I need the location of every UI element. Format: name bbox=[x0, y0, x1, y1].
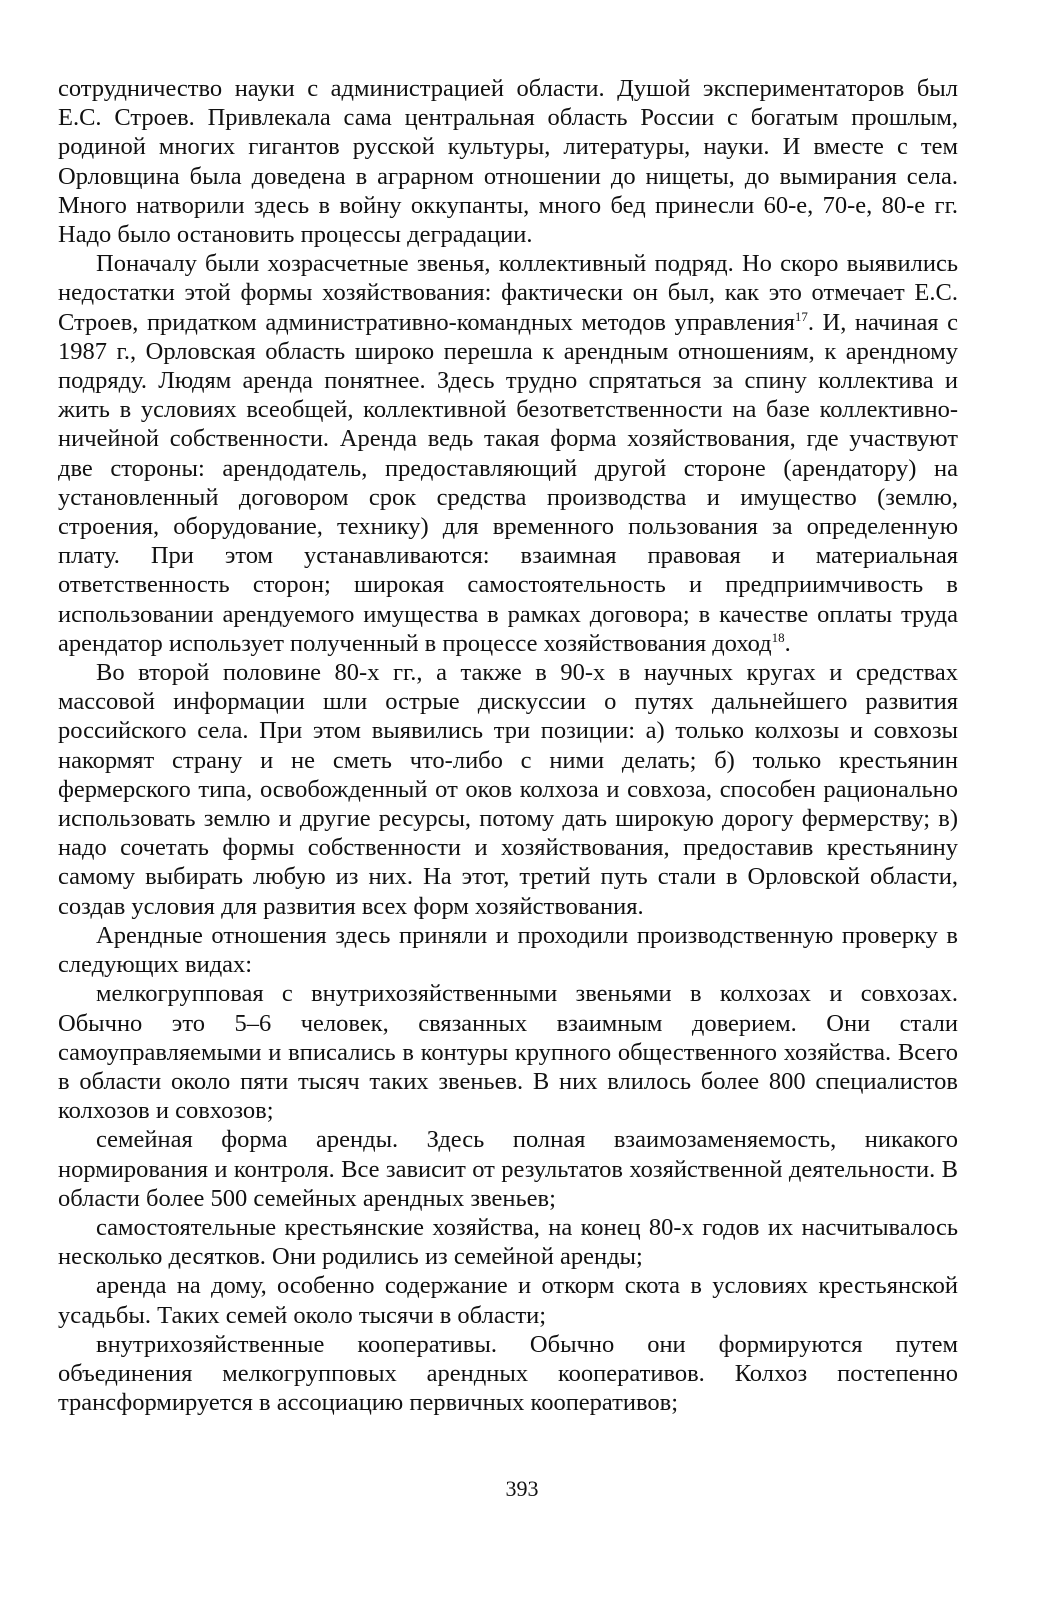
list-item-5: внутрихозяйственные кооперативы. Обычно они формируются путем объединения мелкогрупповых арендных кооперативов. Колхоз постепенно трансформируется в ассоциацию первичных кооперативов; bbox=[58, 1330, 958, 1417]
paragraph-3: Во второй половине 80-х гг., а также в 90-х в научных кругах и средствах массовой информации шли острые дискуссии о путях дальнейшего развития российского села. При этом выявились три позиции: а) только колхозы и совхозы накормят страну и не сметь что-либо с ними делать; б) только крестьянин фермерского типа, освобожденный от оков колхоза и совхоза, способен рационально использовать землю и другие ресурсы, потому дать широкую дорогу фермерству; в) надо сочетать формы собственности и хозяйствования, предоставив крестьянину самому выбирать любую из них. На этот, третий путь стали в Орловской области, создав условия для развития всех форм хозяйствования. bbox=[58, 659, 958, 920]
page-number: 393 bbox=[505, 1476, 539, 1501]
paragraph-2 bbox=[58, 249, 958, 658]
paragraph-1: сотрудничество науки с администрацией области. Душой экспериментаторов был Е.С. Строев. Привлекала сама центральная область России с богатым прошлым, родиной многих гигантов русской культуры, литературы, науки. И вместе с тем Орловщина была доведена в аграрном отношении до нищеты, до вымирания села. Много натворили здесь в войну оккупанты, много бед принесли 60-е, 70-е, 80-е гг. Надо было остановить процессы деградации. bbox=[58, 75, 958, 249]
footnote-ref-17: 17 bbox=[794, 308, 808, 324]
footnote-ref-18: 18 bbox=[771, 629, 785, 645]
list-item-2: семейная форма аренды. Здесь полная взаимозаменяемость, никакого нормирования и контроля. Все зависит от результатов хозяйственной деятельности. В области более 500 семейных арендных звеньев; bbox=[58, 1126, 958, 1212]
paragraph-2-part-3: . bbox=[784, 629, 791, 657]
paragraph-4: Арендные отношения здесь приняли и проходили производственную проверку в следующих видах: bbox=[58, 921, 958, 979]
list-item-3: самостоятельные крестьянские хозяйства, на конец 80-х годов их насчитывалось несколько десятков. Они родились из семейной аренды; bbox=[58, 1213, 958, 1271]
paragraph-2-part-2: . И, начиная с 1987 г., Орловская область широко перешла к арендным отношениям, к арендному подряду. Людям аренда понятнее. Здесь трудно спрятаться за спину коллектива и жить в условиях всеобщей, коллективной безответственности на базе коллективно-ничейной собственности. Аренда ведь такая форма хозяйствования, где участвуют две стороны: арендодатель, предоставляющий другой стороне (арендатору) на установленный договором срок средства производства и имущество (землю, строения, оборудование, технику) для временного пользования за определенную плату. При этом устанавливаются: взаимная правовая и материальная ответственность сторон; широкая самостоятельность и предприимчивость в использовании арендуемого имущества в рамках договора; в качестве оплаты труда арендатор использует полученный в процессе хозяйствования доход bbox=[58, 308, 959, 657]
list-item-4: аренда на дому, особенно содержание и откорм скота в условиях крестьянской усадьбы. Таких семей около тысячи в области; bbox=[58, 1272, 958, 1329]
body-text bbox=[58, 74, 958, 1417]
list-item-1: мелкогрупповая с внутрихозяйственными звеньями в колхозах и совхозах. Обычно это 5–6 человек, связанных взаимным доверием. Они стали самоуправляемыми и вписались в контуры крупного общественного хозяйства. Всего в области около пяти тысяч таких звеньев. В них влилось более 800 специалистов колхозов и совхозов; bbox=[58, 980, 958, 1125]
paragraph-2-part-1: Поначалу были хозрасчетные звенья, коллективный подряд. Но скоро выявились недостатки этой формы хозяйствования: фактически он был, как это отмечает Е.С. Строев, придатком административно-командных методов управления bbox=[58, 250, 958, 336]
